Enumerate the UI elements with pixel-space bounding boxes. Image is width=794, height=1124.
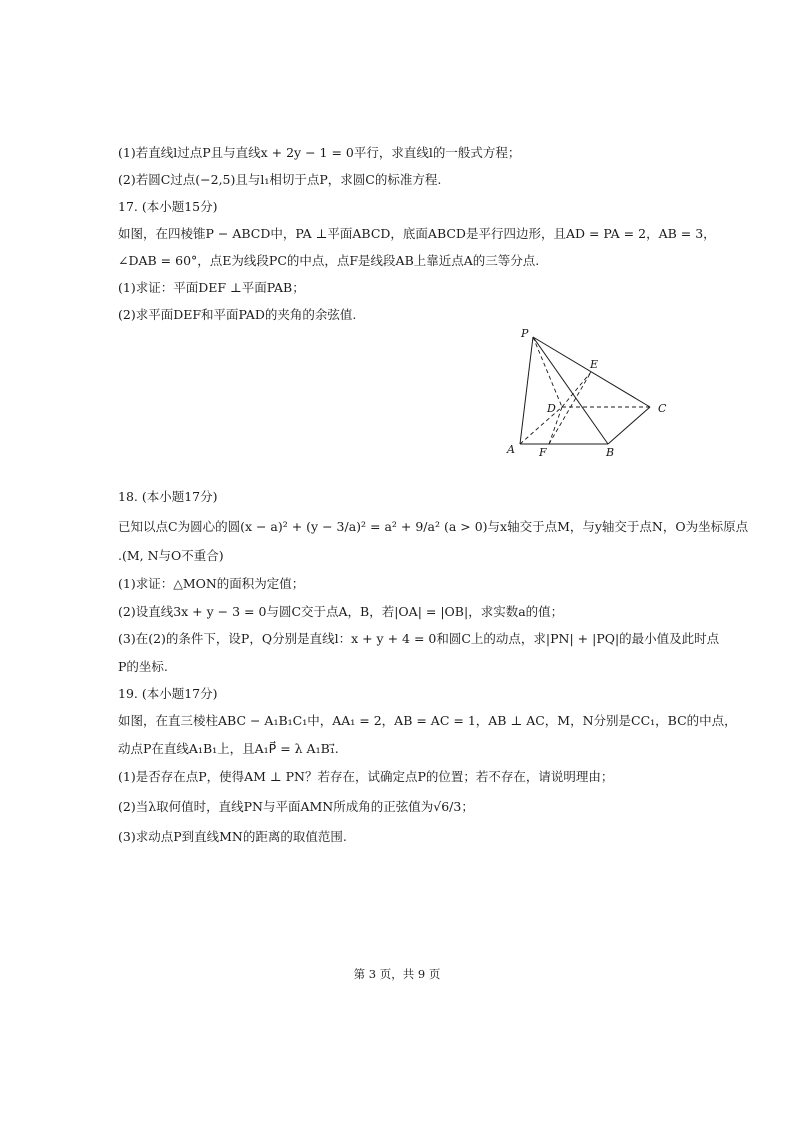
problem-17-statement-1: 如图，在四棱锥P − ABCD中，PA ⊥平面ABCD，底面ABCD是平行四边形，且AD = PA = 2，AB = 3， (118, 226, 716, 241)
problem-18-heading: 18. (本小题17分) (118, 489, 218, 504)
problem-17-statement-2: ∠DAB = 60°，点E为线段PC的中点，点F是线段AB上靠近点A的三等分点. (118, 253, 540, 268)
edge-BC (608, 407, 650, 444)
edge-PC (533, 337, 650, 407)
edge-PA (520, 337, 533, 444)
label-A: A (507, 443, 515, 456)
problem-17-part-1: (1)求证：平面DEF ⊥平面PAB； (118, 280, 305, 295)
problem-18-part-1: (1)求证：△MON的面积为定值； (118, 576, 305, 591)
problem-18-statement-1: 已知以点C为圆心的圆(x − a)² + (y − 3/a)² = a² + 9/a² (a > 0)与x轴交于点M，与y轴交于点N，O为坐标原点 (118, 519, 749, 534)
label-D: D (547, 402, 556, 415)
label-C: C (658, 402, 667, 415)
label-E: E (590, 358, 599, 371)
problem-18-statement-2: .(M, N与O不重合) (118, 548, 224, 563)
problem-18-part-2: (2)设直线3x + y − 3 = 0与圆C交于点A，B，若|OA| = |OB|，求实数a的值； (118, 604, 564, 619)
problem-16-part-1: (1)若直线l过点P且与直线x + 2y − 1 = 0平行，求直线l的一般式方程； (118, 145, 521, 160)
label-F: F (539, 446, 547, 459)
pyramid-figure (500, 322, 690, 462)
problem-19-statement-2: 动点P在直线A₁B₁上，且A₁P⃗ = λ A₁B₁⃗. (118, 741, 339, 756)
page-footer: 第 3 页，共 9 页 (353, 967, 441, 981)
problem-18-part-3: (3)在(2)的条件下，设P，Q分别是直线l：x + y + 4 = 0和圆C上的动点，求|PN| + |PQ|的最小值及此时点 (118, 631, 720, 646)
problem-19-heading: 19. (本小题17分) (118, 686, 218, 701)
problem-16-part-2: (2)若圆C过点(−2,5)且与l₁相切于点P，求圆C的标准方程. (118, 172, 442, 187)
problem-18-part-3-cont: P的坐标. (118, 659, 168, 674)
problem-19-part-2: (2)当λ取何值时，直线PN与平面AMN所成角的正弦值为√6/3； (118, 799, 474, 814)
problem-19-part-3: (3)求动点P到直线MN的距离的取值范围. (118, 829, 347, 844)
problem-19-part-1: (1)是否存在点P，使得AM ⊥ PN？若存在，试确定点P的位置；若不存在，请说明理由； (118, 769, 614, 784)
problem-17-heading: 17. (本小题15分) (118, 199, 218, 214)
label-P: P (521, 327, 529, 340)
segment-DE (562, 372, 591, 407)
problem-19-statement-1: 如图，在直三棱柱ABC − A₁B₁C₁中，AA₁ = 2，AB = AC = 1，AB ⊥ AC，M，N分别是CC₁，BC的中点， (118, 713, 737, 728)
label-B: B (606, 446, 615, 459)
problem-17-part-2: (2)求平面DEF和平面PAD的夹角的余弦值. (118, 307, 357, 322)
edge-PB (533, 337, 608, 444)
